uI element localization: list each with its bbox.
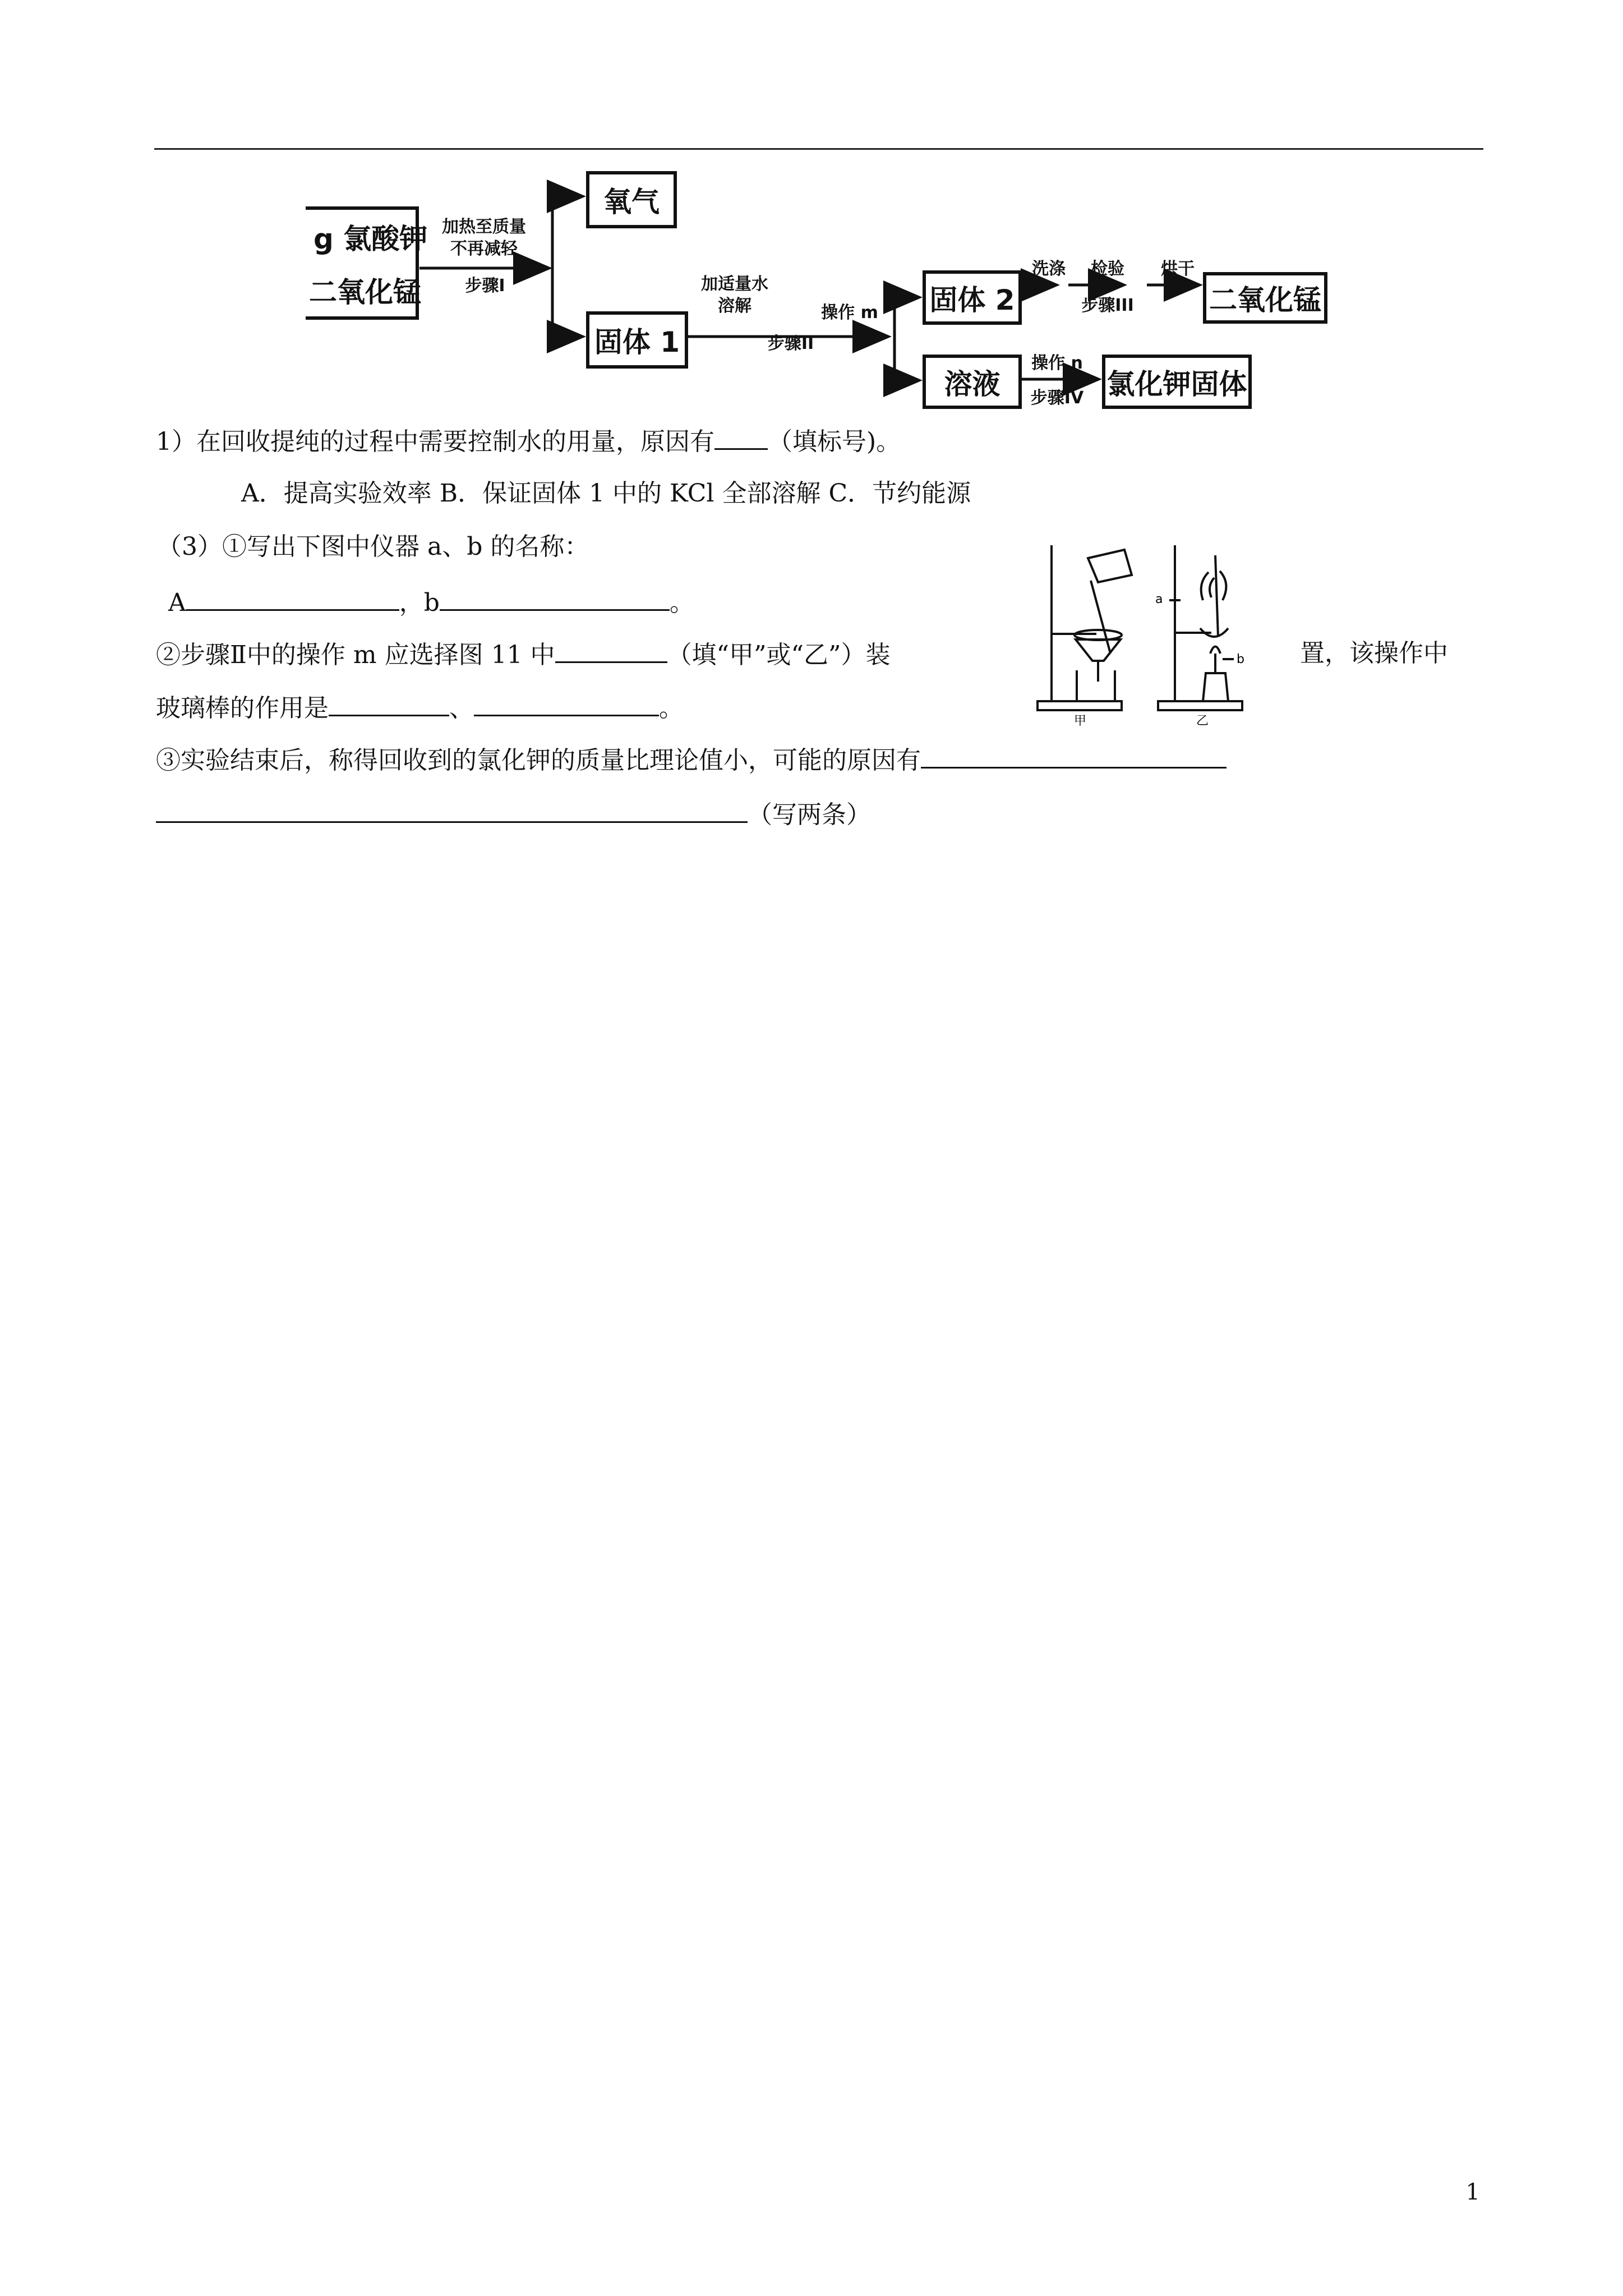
q3-2-line2-end: 。 <box>659 694 684 723</box>
alcohol-lamp-yi <box>1203 673 1228 701</box>
q3-2-text-after: （填“甲”或“乙”）装 <box>667 641 891 669</box>
q3-2-text-before: ②步骤Ⅱ中的操作 m 应选择图 11 中 <box>156 641 555 669</box>
caption-jia: 甲 <box>1074 714 1087 726</box>
steam-yi <box>1201 571 1227 600</box>
q3-names-end: 。 <box>669 588 694 617</box>
q3-a-blank[interactable] <box>186 585 399 611</box>
q3-2-tail: 置，该操作中 <box>1300 639 1448 668</box>
step2-name: 步骤II <box>767 334 814 353</box>
start-box <box>306 206 428 320</box>
step1-condition-line1: 加热至质量 <box>442 217 526 237</box>
glass-rod-jia <box>1091 581 1110 654</box>
q3-2-role-blank-1[interactable] <box>329 690 449 716</box>
evaporating-dish-yi <box>1200 628 1228 637</box>
page-number: 1 <box>1465 2179 1480 2205</box>
step2-condition-line2: 溶解 <box>718 296 751 316</box>
mno2-product-text: 二氧化锰 <box>1209 284 1321 316</box>
inspect-label: 检验 <box>1091 259 1124 279</box>
q3-intro: （3）①写出下图中仪器 a、b 的名称： <box>157 532 589 561</box>
solid1-box <box>586 311 688 369</box>
operation-n-label: 操作 n <box>1031 353 1083 373</box>
solid1-text: 固体 1 <box>594 326 680 358</box>
q3-2-line2-text: 玻璃棒的作用是 <box>156 694 329 723</box>
step2-condition <box>687 273 782 317</box>
q3-b-label: ，b <box>399 588 440 617</box>
start-bottom-text: 二氧化锰 <box>309 275 421 309</box>
oxygen-box <box>586 171 677 228</box>
q1-text-after: （填标号)。 <box>768 427 901 456</box>
stand-base-jia <box>1038 701 1122 710</box>
step1-name: 步骤I <box>465 276 505 296</box>
q3-2-device-blank[interactable] <box>555 637 667 663</box>
oxygen-text: 氧气 <box>603 186 660 218</box>
dry-label: 烘干 <box>1161 259 1195 279</box>
apparatus-figure <box>1021 539 1273 726</box>
label-a: a <box>1155 592 1163 606</box>
q3-3-text: ③实验结束后，称得回收到的氯化钾的质量比理论值小，可能的原因有 <box>156 746 921 775</box>
q3-2-role-blank-2[interactable] <box>474 690 659 716</box>
q3-2-separator: 、 <box>449 694 474 723</box>
q3-2-line1 <box>156 637 891 672</box>
question-1 <box>156 424 901 459</box>
q3-3-line2 <box>156 797 871 832</box>
solution-box <box>923 355 1022 409</box>
wash-label: 洗涤 <box>1032 259 1066 279</box>
pouring-beaker-jia <box>1088 550 1132 582</box>
solid2-text: 固体 2 <box>929 283 1015 316</box>
q1-answer-blank[interactable] <box>714 424 768 450</box>
q3-names-line <box>168 585 694 620</box>
start-top-text: g 氯酸钾 <box>313 222 428 255</box>
solid2-box <box>923 270 1022 325</box>
step1-condition <box>425 216 543 260</box>
q3-3-line1 <box>156 742 1227 777</box>
caption-yi: 乙 <box>1196 714 1209 726</box>
label-b: b <box>1237 652 1244 666</box>
apparatus-drawing <box>1021 539 1273 726</box>
flame-yi <box>1210 647 1220 654</box>
q3-b-blank[interactable] <box>440 585 670 611</box>
step2-condition-line1: 加适量水 <box>701 274 768 294</box>
q3-3-blank-2[interactable] <box>156 797 748 823</box>
q1-options: A．提高实验效率 B．保证固体 1 中的 KCl 全部溶解 C．节约能源 <box>241 479 971 508</box>
q3-a-label: A <box>168 588 186 617</box>
operation-m-label: 操作 m <box>821 303 878 323</box>
flowchart-connectors <box>0 0 1623 426</box>
step3-name: 步骤III <box>1081 296 1134 315</box>
solution-text: 溶液 <box>944 367 1000 401</box>
beaker-jia <box>1077 670 1115 701</box>
q3-3-blank-1[interactable] <box>921 742 1227 769</box>
glass-rod-yi <box>1215 555 1218 637</box>
q1-text-before: 1）在回收提纯的过程中需要控制水的用量，原因有 <box>156 427 714 456</box>
kcl-product-box <box>1102 355 1252 409</box>
kcl-product-text: 氯化钾固体 <box>1106 367 1247 401</box>
q3-3-end: （写两条） <box>748 800 871 829</box>
stand-base-yi <box>1158 701 1242 710</box>
q3-2-line2 <box>156 690 684 725</box>
mno2-product-box <box>1203 272 1327 324</box>
funnel-jia <box>1076 639 1121 661</box>
step1-condition-line2: 不再减轻 <box>450 239 518 259</box>
step4-name: 步骤IV <box>1030 388 1084 408</box>
